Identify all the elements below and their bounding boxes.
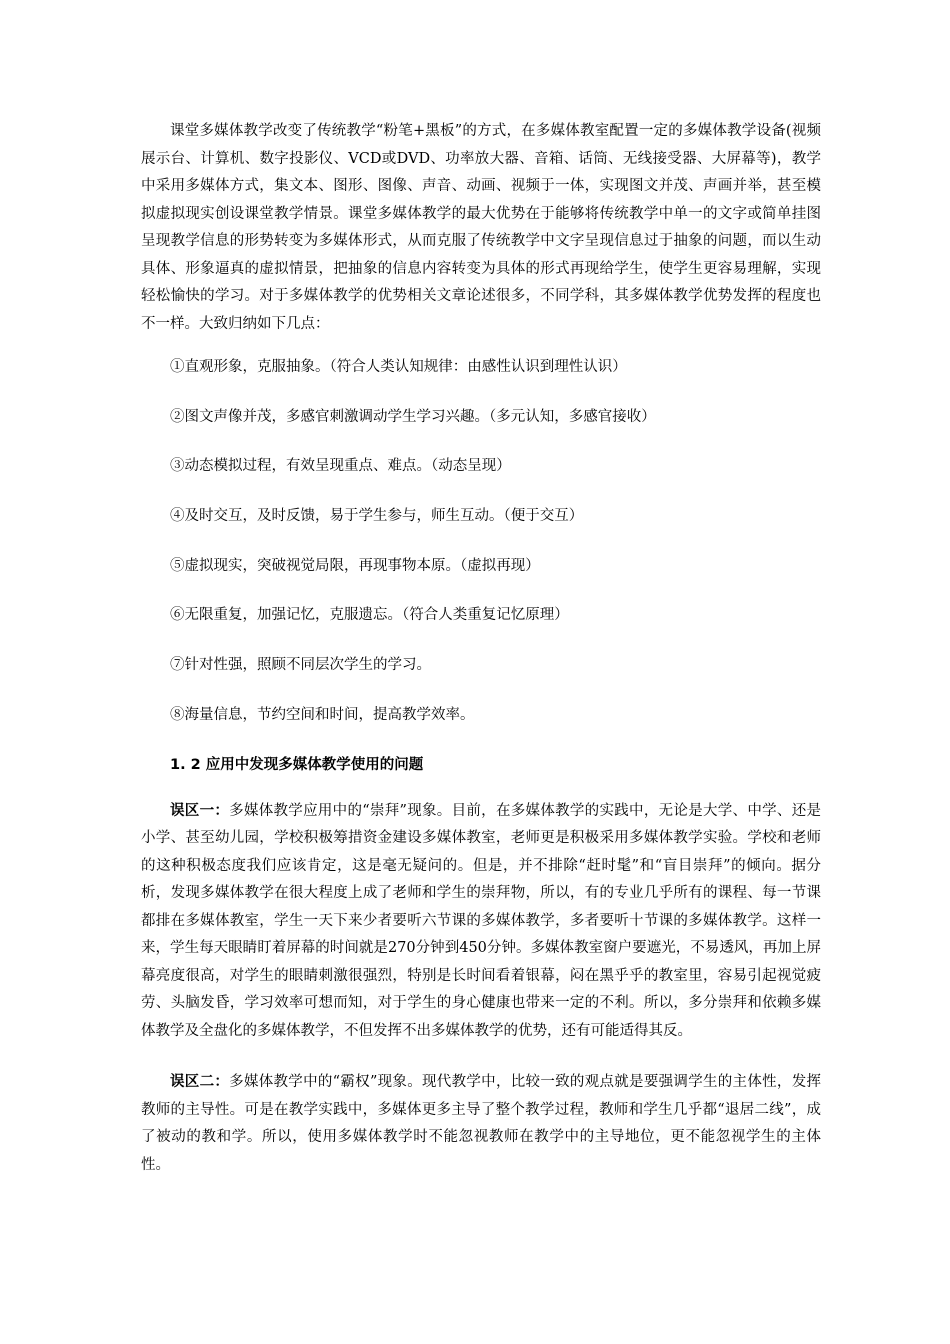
error-lead-2: 误区二： (170, 1074, 230, 1090)
error-paragraph-1 (141, 798, 821, 1046)
list-item: ④及时交互，及时反馈，易于学生参与，师生互动。（便于交互） (170, 508, 584, 525)
section-heading: 1. 2 应用中发现多媒体教学使用的问题 (170, 756, 424, 773)
list-item: ⑦针对性强，照顾不同层次学生的学习。 (170, 657, 431, 674)
list-item: ⑧海量信息，节约空间和时间，提高教学效率。 (170, 706, 475, 723)
list-item: ②图文声像并茂，多感官刺激调动学生学习兴趣。（多元认知，多感官接收） (170, 408, 656, 425)
list-item: ①直观形象，克服抽象。（符合人类认知规律：由感性认识到理性认识） (170, 359, 627, 375)
document-page (141, 118, 821, 1203)
list-item: ⑤虚拟现实，突破视觉局限，再现事物本原。（虚拟再现） (170, 557, 540, 574)
advantages-list (141, 356, 821, 726)
list-item: ③动态模拟过程，有效呈现重点、难点。（动态呈现） (170, 458, 511, 475)
intro-paragraph: 课堂多媒体教学改变了传统教学“粉笔+黑板”的方式，在多媒体教室配置一定的多媒体教学设备(视频展示台、计算机、数字投影仪、VCD或DVD、功率放大器、音箱、话筒、无线接受器、大屏幕等)，教学中采用多媒体方式，集文本、图形、图像、声音、动画、视频于一体，实现图文并茂、声画并举，甚至模拟虚拟现实创设课堂教学情景。课堂多媒体教学的最大优势在于能够将传统教学中单一的文字或简单挂图呈现教学信息的形势转变为多媒体形式，从而克服了传统教学中文字呈现信息过于抽象的问题，而以生动具体、形象逼真的虚拟情景，把抽象的信息内容转变为具体的形式再现给学生，使学生更容易理解，实现轻松愉快的学习。对于多媒体教学的优势相关文章论述很多，不同学科，其多媒体教学优势发挥的程度也不一样。大致归纳如下几点： (141, 123, 821, 332)
error-paragraph-2 (141, 1069, 821, 1179)
list-item: ⑥无限重复，加强记忆，克服遗忘。（符合人类重复记忆原理） (170, 607, 569, 624)
error-lead-1: 误区一： (170, 802, 230, 819)
error-text-1: 多媒体教学应用中的“崇拜”现象。目前，在多媒体教学的实践中，无论是大学、中学、还是小学、甚至幼儿园，学校积极筹措资金建设多媒体教室，老师更是积极采用多媒体教学实验。学校和老师的这种积极态度我们应该肯定，这是毫无疑问的。但是，并不排除“赶时髦”和“盲目崇拜”的倾向。据分析，发现多媒体教学在很大程度上成了老师和学生的崇拜物，所以，有的专业几乎所有的课程、每一节课都排在多媒体教室，学生一天下来少者要听六节课的多媒体教学，多者要听十节课的多媒体教学。这样一来，学生每天眼睛盯着屏幕的时间就是270分钟到450分钟。多媒体教室窗户要遮光，不易透风，再加上屏幕亮度很高，对学生的眼睛刺激很强烈，特别是长时间看着银幕，闷在黑乎乎的教室里，容易引起视觉疲劳、头脑发昏，学习效率可想而知，对于学生的身心健康也带来一定的不利。所以，多分崇拜和依赖多媒体教学及全盘化的多媒体教学，不但发挥不出多媒体教学的优势，还有可能适得其反。 (141, 802, 821, 1039)
error-text-2: 多媒体教学中的“霸权”现象。现代教学中，比较一致的观点就是要强调学生的主体性，发挥教师的主导性。可是在教学实践中，多媒体更多主导了整个教学过程，教师和学生几乎都“退居二线”，成了被动的教和学。所以，使用多媒体教学时不能忽视教师在教学中的主导地位，更不能忽视学生的主体性。 (141, 1074, 821, 1173)
